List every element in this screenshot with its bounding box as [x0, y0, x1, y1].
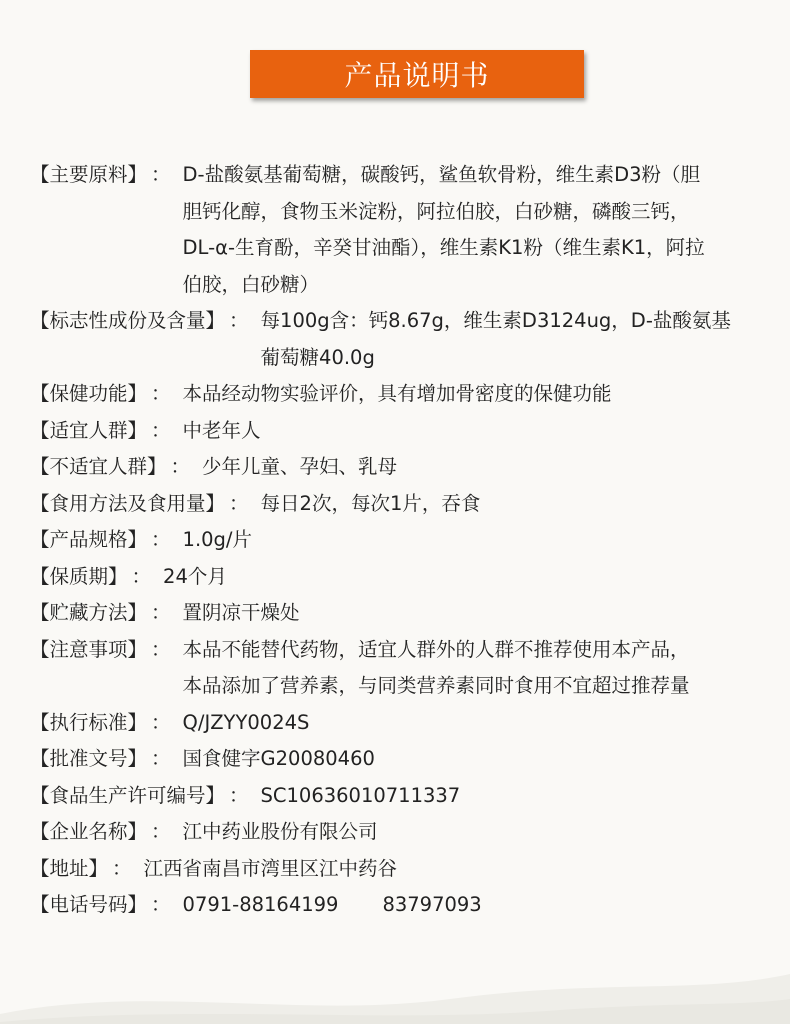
spec-separator: ： [151, 747, 171, 770]
spec-label: 【执行标准】 [30, 710, 148, 734]
spec-value-line: 置阴凉干燥处 [182, 601, 300, 624]
spec-row [30, 814, 770, 851]
spec-separator: ： [151, 528, 171, 551]
spec-value-line: SC10636010711337 [260, 783, 461, 807]
spec-value-line: 江西省南昌市湾里区江中药谷 [143, 856, 398, 880]
spec-value [183, 157, 705, 303]
spec-separator: ： [151, 418, 171, 442]
spec-value [183, 705, 310, 742]
spec-separator: ： [151, 710, 171, 734]
spec-label: 【企业名称】 [30, 820, 148, 843]
spec-value [183, 595, 300, 632]
spec-value-line: 国食健字G20080460 [182, 747, 375, 770]
page-title: 产品说明书 [344, 59, 490, 92]
spec-label: 【注意事项】 [30, 637, 148, 661]
spec-list [30, 157, 770, 924]
spec-row [30, 559, 770, 596]
spec-row [30, 632, 770, 705]
bottom-wave-decoration [0, 944, 790, 1024]
spec-separator: ： [151, 163, 171, 186]
spec-value [202, 449, 397, 486]
spec-row [30, 522, 770, 559]
spec-row [30, 157, 770, 303]
spec-value [183, 376, 612, 413]
spec-row [30, 413, 770, 450]
spec-separator: ： [131, 564, 152, 588]
spec-row [30, 705, 770, 742]
spec-value [163, 559, 227, 596]
spec-value-line: 本品经动物实验评价，具有增加骨密度的保健功能 [182, 382, 612, 405]
spec-value-line: 少年儿童、孕妇、乳母 [202, 455, 398, 478]
phone-number-2: 83797093 [382, 893, 482, 916]
spec-value-line: Q/JZYY0024S [182, 710, 310, 734]
spec-value-line: 胆钙化醇，食物玉米淀粉，阿拉伯胶，白砂糖，磷酸三钙， [182, 199, 690, 223]
spec-row [30, 778, 770, 815]
spec-value-line: 每日2次，每次1片，吞食 [260, 491, 481, 515]
spec-row [30, 595, 770, 632]
spec-separator: ： [151, 601, 171, 624]
spec-separator: ： [229, 491, 249, 515]
spec-separator: ： [151, 820, 171, 843]
spec-value-line: D-盐酸氨基葡萄糖，碳酸钙，鲨鱼软骨粉，维生素D3粉（胆 [182, 163, 701, 186]
spec-label: 【批准文号】 [30, 747, 148, 770]
spec-value-line: 每100g含：钙8.67g，维生素D3124ug，D-盐酸氨基 [260, 309, 731, 332]
phone-label: 【电话号码】 [30, 893, 148, 916]
spec-value [183, 814, 378, 851]
spec-value-line: 24个月 [163, 564, 227, 588]
spec-value-line: DL-α-生育酚，辛癸甘油酯），维生素K1粉（维生素K1，阿拉 [182, 236, 705, 259]
spec-row [30, 851, 770, 888]
phone-number-1: 0791-88164199 [182, 893, 339, 916]
spec-value [261, 778, 461, 815]
spec-value-line: 本品不能替代药物，适宜人群外的人群不推荐使用本产品， [182, 637, 690, 661]
spec-label: 【地址】 [30, 856, 109, 880]
spec-label: 【标志性成份及含量】 [30, 309, 226, 332]
spec-value-line: 葡萄糖40.0g [260, 345, 375, 369]
spec-label: 【食用方法及食用量】 [30, 491, 226, 515]
spec-value [261, 486, 481, 523]
spec-value-line: 伯胶，白砂糖） [182, 272, 320, 296]
spec-label: 【保健功能】 [30, 382, 148, 405]
spec-row-phone [30, 887, 770, 924]
spec-value [183, 632, 690, 705]
spec-label: 【不适宜人群】 [30, 455, 167, 478]
spec-separator: ： [229, 309, 249, 332]
spec-value-line: 本品添加了营养素，与同类营养素同时食用不宜超过推荐量 [182, 674, 690, 697]
spec-value-line: 中老年人 [182, 418, 261, 442]
spec-value [144, 851, 398, 888]
spec-row [30, 376, 770, 413]
spec-value [183, 741, 375, 778]
spec-separator: ： [112, 856, 132, 880]
spec-value [261, 303, 731, 376]
title-banner [250, 50, 584, 98]
spec-label: 【贮藏方法】 [30, 601, 148, 624]
spec-separator: ： [229, 783, 249, 807]
spec-value [183, 413, 261, 450]
spec-label: 【产品规格】 [30, 528, 148, 551]
spec-value-line: 江中药业股份有限公司 [182, 820, 378, 843]
spec-row [30, 449, 770, 486]
spec-separator: ： [151, 382, 171, 405]
spec-separator: ： [151, 893, 171, 916]
spec-label: 【保质期】 [30, 564, 128, 588]
spec-separator: ： [170, 455, 191, 478]
spec-value-line: 1.0g/片 [182, 528, 252, 551]
spec-row [30, 303, 770, 376]
spec-row [30, 486, 770, 523]
spec-separator: ： [151, 637, 171, 661]
spec-label: 【主要原料】 [30, 163, 148, 186]
spec-value [183, 522, 252, 559]
spec-label: 【食品生产许可编号】 [30, 783, 226, 807]
spec-label: 【适宜人群】 [30, 418, 148, 442]
spec-row [30, 741, 770, 778]
